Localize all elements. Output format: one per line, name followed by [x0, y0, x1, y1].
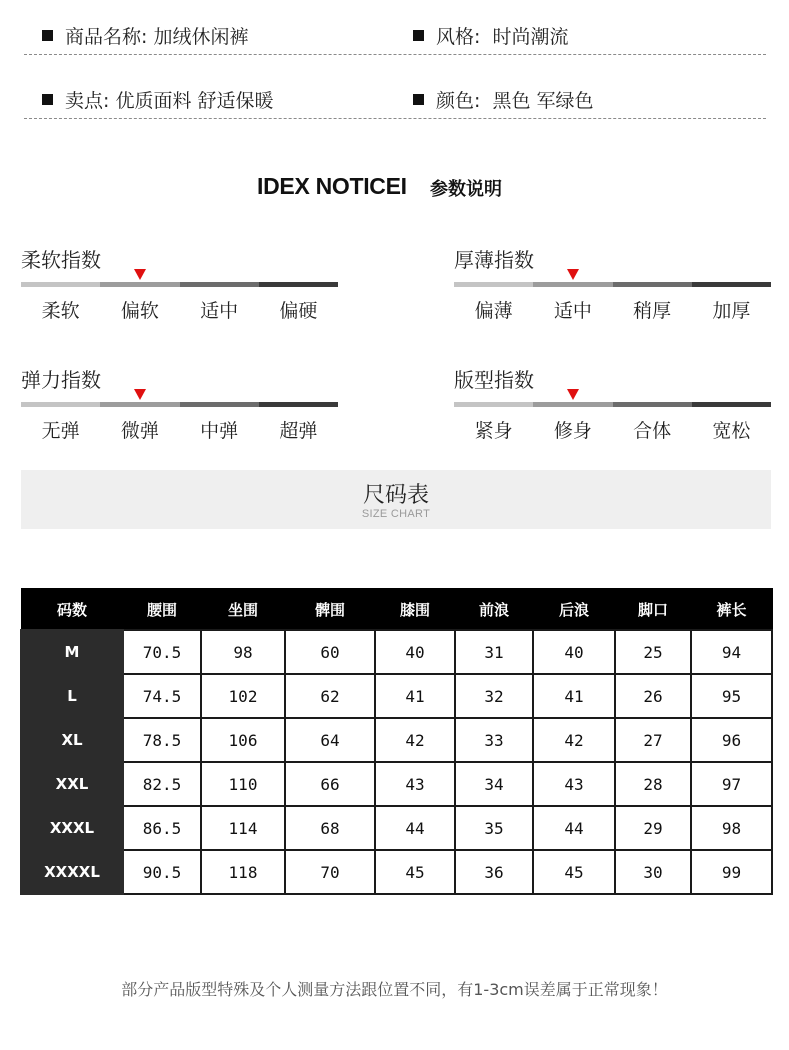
- scale-name: 版型指数: [454, 368, 534, 392]
- table-row: [21, 630, 772, 674]
- table-cell: 60: [285, 630, 375, 674]
- table-cell: 68: [285, 806, 375, 850]
- table-cell: 44: [375, 806, 455, 850]
- table-cell: 42: [375, 718, 455, 762]
- scale-bar: [21, 402, 338, 407]
- table-cell: 34: [455, 762, 533, 806]
- table-cell: 86.5: [123, 806, 201, 850]
- table-cell: 114: [201, 806, 285, 850]
- footnote: 部分产品版型特殊及个人测量方法跟位置不同，有1-3cm误差属于正常现象！: [121, 980, 668, 999]
- marker-triangle-icon: [134, 389, 146, 400]
- bullet-square-icon: [413, 30, 424, 41]
- table-cell: 94: [691, 630, 772, 674]
- table-cell: 32: [455, 674, 533, 718]
- attr-selling-point: [42, 86, 274, 113]
- attr-value: 优质面料 舒适保暖: [115, 90, 274, 112]
- table-cell: 28: [615, 762, 691, 806]
- attr-style: [413, 22, 569, 49]
- attr-value: 加绒休闲裤: [153, 26, 249, 48]
- table-cell: 40: [375, 630, 455, 674]
- bullet-square-icon: [413, 94, 424, 105]
- table-cell: 33: [455, 718, 533, 762]
- attr-label: 风格:: [436, 26, 481, 48]
- table-cell: 70.5: [123, 630, 201, 674]
- size-label-cell: XXL: [21, 762, 123, 806]
- table-row: [21, 762, 772, 806]
- table-header-row: [21, 589, 772, 631]
- dotted-divider: [24, 118, 766, 119]
- table-cell: 118: [201, 850, 285, 894]
- table-cell: 26: [615, 674, 691, 718]
- size-label-cell: XL: [21, 718, 123, 762]
- table-row: [21, 806, 772, 850]
- scale-bar: [21, 282, 338, 287]
- table-row: [21, 850, 772, 894]
- table-cell: 36: [455, 850, 533, 894]
- attr-value: 时尚潮流: [492, 26, 569, 48]
- scale-name: 弹力指数: [21, 368, 101, 392]
- table-cell: 90.5: [123, 850, 201, 894]
- index-title: IDEX NOTICEI: [257, 173, 407, 199]
- table-cell: 27: [615, 718, 691, 762]
- table-cell: 70: [285, 850, 375, 894]
- scale-option: 超弹: [279, 420, 318, 442]
- table-cell: 31: [455, 630, 533, 674]
- scale-name: 厚薄指数: [454, 248, 534, 272]
- scale-option: 微弹: [120, 420, 159, 442]
- scale-option: 稍厚: [633, 300, 672, 322]
- scale-name: 柔软指数: [21, 248, 101, 272]
- attr-label: 商品名称:: [65, 26, 148, 48]
- table-row: [21, 718, 772, 762]
- scale-option: 中弹: [200, 420, 239, 442]
- table-cell: 43: [533, 762, 615, 806]
- table-cell: 82.5: [123, 762, 201, 806]
- table-cell: 98: [691, 806, 772, 850]
- table-cell: 96: [691, 718, 772, 762]
- table-cell: 62: [285, 674, 375, 718]
- dotted-divider: [24, 54, 766, 55]
- scale-option: 修身: [553, 420, 592, 442]
- column-header: 膝围: [375, 589, 455, 631]
- column-header: 裤长: [691, 589, 772, 631]
- table-cell: 97: [691, 762, 772, 806]
- table-cell: 95: [691, 674, 772, 718]
- table-cell: 110: [201, 762, 285, 806]
- table-cell: 102: [201, 674, 285, 718]
- size-chart-banner: [21, 470, 771, 529]
- marker-triangle-icon: [567, 389, 579, 400]
- attr-value: 黑色 军绿色: [492, 90, 594, 112]
- column-header: 髀围: [285, 589, 375, 631]
- table-cell: 41: [375, 674, 455, 718]
- column-header: 前浪: [455, 589, 533, 631]
- column-header: 码数: [21, 589, 123, 631]
- table-cell: 99: [691, 850, 772, 894]
- scale-option: 适中: [200, 300, 239, 322]
- size-chart-subtitle: SIZE CHART: [361, 508, 431, 520]
- table-cell: 98: [201, 630, 285, 674]
- scale-option: 合体: [633, 420, 672, 442]
- column-header: 坐围: [201, 589, 285, 631]
- attr-color: [413, 86, 594, 113]
- scale-bar: [454, 282, 771, 287]
- marker-triangle-icon: [567, 269, 579, 280]
- table-cell: 44: [533, 806, 615, 850]
- size-chart-title: 尺码表: [362, 483, 429, 508]
- attr-label: 颜色:: [436, 90, 481, 112]
- table-cell: 66: [285, 762, 375, 806]
- scale-option: 紧身: [474, 420, 513, 442]
- column-header: 后浪: [533, 589, 615, 631]
- index-subtitle: 参数说明: [430, 179, 502, 200]
- bullet-square-icon: [42, 30, 53, 41]
- scale-option: 适中: [553, 300, 592, 322]
- size-label-cell: XXXL: [21, 806, 123, 850]
- bullet-square-icon: [42, 94, 53, 105]
- attr-product-name: [42, 22, 248, 49]
- table-cell: 41: [533, 674, 615, 718]
- table-cell: 74.5: [123, 674, 201, 718]
- attr-label: 卖点:: [65, 90, 110, 112]
- table-cell: 45: [375, 850, 455, 894]
- table-cell: 78.5: [123, 718, 201, 762]
- scale-bar: [454, 402, 771, 407]
- table-cell: 40: [533, 630, 615, 674]
- scale-option: 偏硬: [279, 300, 318, 322]
- size-label-cell: XXXXL: [21, 850, 123, 894]
- table-cell: 29: [615, 806, 691, 850]
- scale-option: 偏软: [120, 300, 159, 322]
- table-row: [21, 674, 772, 718]
- column-header: 腰围: [123, 589, 201, 631]
- table-cell: 35: [455, 806, 533, 850]
- scale-option: 偏薄: [474, 300, 513, 322]
- table-cell: 45: [533, 850, 615, 894]
- column-header: 脚口: [615, 589, 691, 631]
- scale-option: 宽松: [712, 420, 751, 442]
- scale-option: 柔软: [41, 300, 80, 322]
- marker-triangle-icon: [134, 269, 146, 280]
- size-label-cell: M: [21, 630, 123, 674]
- table-cell: 106: [201, 718, 285, 762]
- table-cell: 64: [285, 718, 375, 762]
- scale-option: 加厚: [712, 300, 751, 322]
- table-cell: 30: [615, 850, 691, 894]
- table-cell: 25: [615, 630, 691, 674]
- size-table: [20, 588, 773, 895]
- table-cell: 42: [533, 718, 615, 762]
- size-label-cell: L: [21, 674, 123, 718]
- scale-option: 无弹: [41, 420, 80, 442]
- table-cell: 43: [375, 762, 455, 806]
